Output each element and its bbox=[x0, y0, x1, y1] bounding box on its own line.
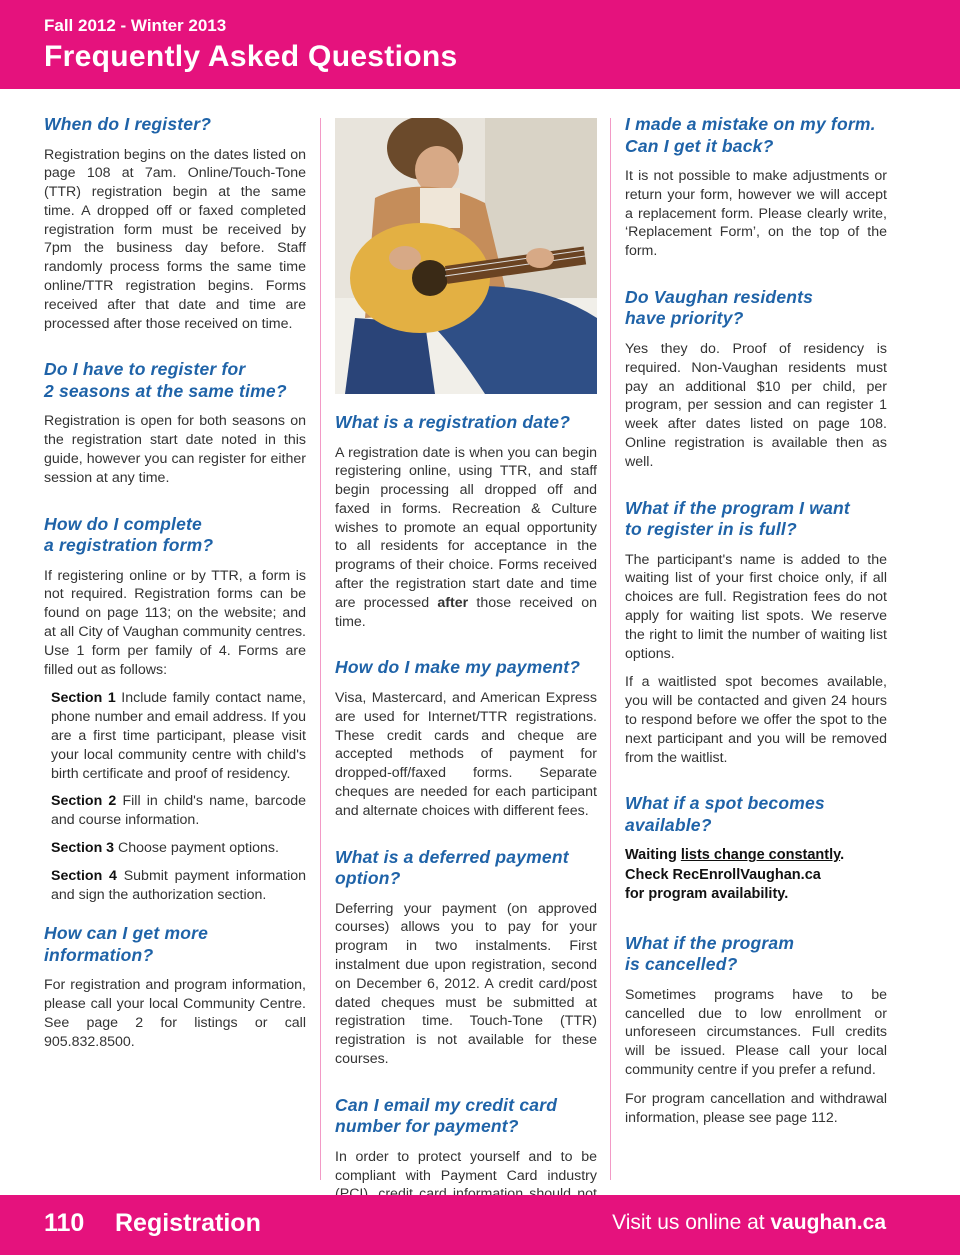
faq-heading-program-cancelled: What if the program is cancelled? bbox=[625, 932, 795, 975]
faq-answer-more-info: For registration and program information, please call your local Community Centre. See page 2 for listings or call 905.832.8500. bbox=[44, 977, 306, 1050]
column-divider-left bbox=[320, 118, 321, 1180]
faq-column-3 bbox=[625, 114, 887, 1137]
faq-answer-program-cancelled: Sometimes programs have to be cancelled due to low enrollment or unforeseen circumstances. Full credits will be issued. Please call your local community centre if you prefer a refund. bbox=[625, 986, 887, 1079]
faq-column-2 bbox=[335, 118, 597, 1233]
faq-answer-email-credit-card: In order to protect yourself and to be compliant with Payment Card industry bbox=[335, 1148, 597, 1184]
faq-heading-complete-form: How do I complete a registration form? bbox=[44, 513, 214, 556]
faq-heading-when-register: When do I register? bbox=[44, 114, 212, 134]
faq-heading-spot-available: What if a spot becomes available? bbox=[625, 793, 825, 835]
form-section-4: Section 4 Submit payment information and sign the authorization section. bbox=[51, 867, 306, 903]
form-section-3: Section 3 Choose payment options. bbox=[51, 840, 279, 857]
waitlist-note: Waiting lists change constantly. Check RecEnrollVaughan.ca for program availability. bbox=[625, 847, 845, 903]
faq-heading-registration-date: What is a registration date? bbox=[335, 412, 571, 432]
faq-heading-more-info: How can I get more information? bbox=[44, 923, 209, 965]
footer-section-title: Registration bbox=[115, 1209, 261, 1237]
faq-answer-deferred-payment: Deferring your payment (on approved courses) allows you to pay for your program in two instalments. First instalment due upon registration, second on December 6, 2012. A credit card/post dated cheques must be submitted at registration time. Touch-Tone (TTR) registration is not available for these courses. bbox=[335, 900, 597, 1067]
faq-heading-two-seasons: Do I have to register for 2 seasons at the same time? bbox=[44, 359, 287, 401]
faq-heading-mistake-form: I made a mistake on my form. Can I get it back? bbox=[625, 114, 876, 156]
season-label: Fall 2012 - Winter 2013 bbox=[44, 16, 227, 35]
faq-answer-mistake-form: It is not possible to make adjustments or return your form, however we will accept a replacement form. Please clearly write, ‘Replacement Form’, on the top of the form. bbox=[625, 168, 887, 260]
faq-answer-program-full: The participant's name is added to the waiting list of your first choice only, if all choices are full. Registration fees do not apply for waiting list spots. We reserve the right to limit the number of waiting list options. bbox=[625, 551, 887, 662]
faq-answer-when-register: Registration begins on the dates listed on page 108 at 7am. Online/Touch-Tone (TTR) registration begin at the same time. A dropped off or faxed completed registration form must be received by 7pm the business day before. Staff randomly process forms the same time online/TTR registration begins. Forms received after that date and time are processed after those received on time. bbox=[44, 146, 306, 332]
faq-heading-email-credit-card: Can I email my credit card number for payment? bbox=[335, 1094, 558, 1137]
faq-answer-payment: Visa, Mastercard, and American Express are used for Internet/TTR registrations. These credit cards and cheque are accepted methods of payment for dropped-off/faxed forms. Separate cheques are needed for each participant and alternate choices with different fees. bbox=[335, 689, 597, 819]
faq-answer-registration-date: A registration date is when you can begin registering online, using TTR, and staff begin processing all dropped off and faxed in forms. Recreation & Culture wishes to promote an equal opportunity to all residents for acceptance in the programs of their choice. Forms received after the registration start date and time are processed after those received on time. bbox=[335, 444, 597, 630]
column-divider-right bbox=[610, 118, 611, 1180]
faq-column-1 bbox=[44, 114, 306, 1062]
footer-website: Visit us online at vaughan.ca bbox=[612, 1211, 886, 1234]
website-link[interactable]: vaughan.ca bbox=[770, 1211, 886, 1234]
faq-answer-waitlist: If a waitlisted spot becomes available, you will be contacted and given 24 hours to respond before we offer the spot to the next participant and you will be removed from the waitlist. bbox=[625, 674, 887, 766]
faq-heading-payment: How do I make my payment? bbox=[335, 657, 581, 678]
faq-answer-two-seasons: Registration is open for both seasons on the registration start date noted in this guide, however you can register for either session at any time. bbox=[44, 413, 306, 486]
boy-playing-guitar-photo bbox=[335, 118, 597, 394]
faq-answer-cancellation-info: For program cancellation and withdrawal information, please see page 112. bbox=[625, 1090, 887, 1126]
form-section-2: Section 2 Fill in child's name, barcode and course information. bbox=[51, 793, 307, 829]
page-title: Frequently Asked Questions bbox=[44, 40, 458, 73]
faq-answer-complete-form: If registering online or by TTR, a form is not required. Registration forms can be found on page 113; on the website; and at all City of Vaughan community centres. Use 1 form per family of 4. Forms are filled out as follows: bbox=[44, 567, 306, 678]
form-section-1: Section 1 Include family contact name, phone number and email address. If you are a first time participant, please visit your local community centre with child's birth certificate and proof of residency. bbox=[51, 690, 306, 782]
faq-answer-residents-priority: Yes they do. Proof of residency is required. Non-Vaughan residents must pay an additional $10 per child, per program, per session and can register 1 week after dates listed on page 108. Online registration is available then as well. bbox=[625, 340, 887, 470]
page-header bbox=[0, 0, 960, 89]
page-number: 110 bbox=[44, 1209, 85, 1237]
page-footer bbox=[0, 1195, 960, 1255]
faq-heading-residents-priority: Do Vaughan residents have priority? bbox=[625, 286, 814, 329]
faq-heading-program-full: What if the program I want to register in is full? bbox=[625, 497, 850, 540]
faq-heading-deferred-payment: What is a deferred payment option? bbox=[335, 846, 569, 889]
